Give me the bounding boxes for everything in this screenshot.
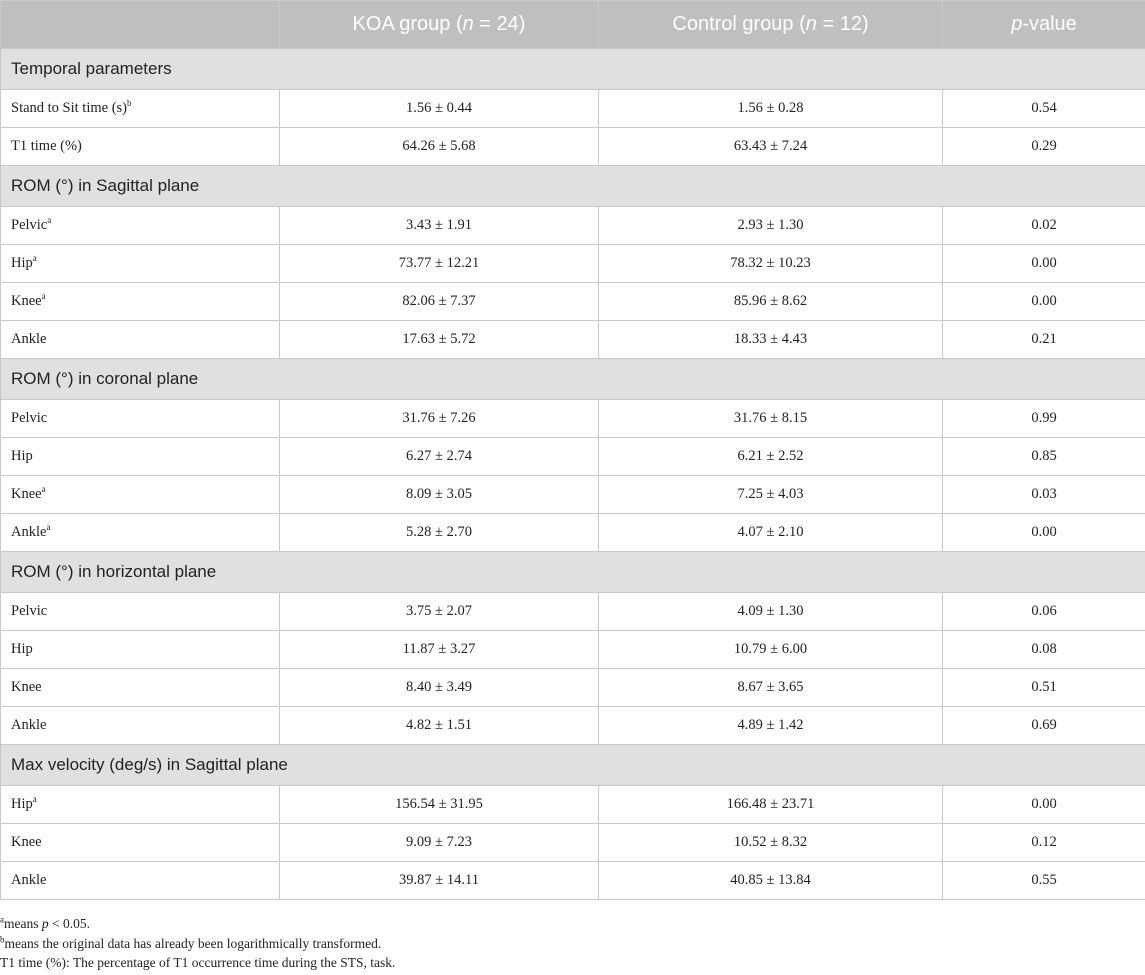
row-label — [1, 321, 280, 359]
section-row — [1, 166, 1145, 207]
row-label-text: Hip — [11, 796, 33, 812]
control-value: 1.56 ± 0.28 — [599, 90, 943, 128]
row-label — [1, 476, 280, 514]
control-value: 85.96 ± 8.62 — [599, 283, 943, 321]
koa-value: 11.87 ± 3.27 — [280, 631, 599, 669]
table-row — [1, 707, 1145, 745]
control-value: 166.48 ± 23.71 — [599, 786, 943, 824]
row-label — [1, 862, 280, 900]
row-label-text: Pelvic — [11, 603, 48, 619]
control-value: 40.85 ± 13.84 — [599, 862, 943, 900]
footnote-marker: a — [32, 253, 37, 264]
row-label-text: Ankle — [11, 331, 47, 347]
table-row — [1, 128, 1145, 166]
p-value: 0.08 — [943, 631, 1145, 669]
row-label — [1, 207, 280, 245]
table-row — [1, 207, 1145, 245]
row-label-text: Hip — [11, 255, 33, 271]
koa-value: 156.54 ± 31.95 — [280, 786, 599, 824]
row-label-text: Hip — [11, 448, 33, 464]
table-row — [1, 631, 1145, 669]
section-row — [1, 745, 1145, 786]
section-row — [1, 49, 1145, 90]
header-koa-group: KOA group (n = 24) — [280, 1, 599, 49]
p-value: 0.00 — [943, 245, 1145, 283]
p-value: 0.21 — [943, 321, 1145, 359]
table-row — [1, 400, 1145, 438]
section-title: ROM (°) in horizontal plane — [1, 552, 1145, 593]
table-row — [1, 786, 1145, 824]
footnote-marker: a — [41, 484, 46, 495]
table-row — [1, 862, 1145, 900]
control-value: 4.07 ± 2.10 — [599, 514, 943, 552]
table-row — [1, 245, 1145, 283]
p-value: 0.69 — [943, 707, 1145, 745]
control-value: 31.76 ± 8.15 — [599, 400, 943, 438]
row-label — [1, 514, 280, 552]
koa-value: 64.26 ± 5.68 — [280, 128, 599, 166]
control-value: 78.32 ± 10.23 — [599, 245, 943, 283]
table-row — [1, 514, 1145, 552]
footnote-t1: T1 time (%): The percentage of T1 occurrence time during the STS, task. — [0, 955, 396, 970]
p-value: 0.54 — [943, 90, 1145, 128]
table-row — [1, 438, 1145, 476]
footnote-marker: a — [47, 215, 52, 226]
footnote-marker: a — [41, 291, 46, 302]
row-label — [1, 824, 280, 862]
row-label — [1, 245, 280, 283]
row-label — [1, 90, 280, 128]
row-label-text: Stand to Sit time (s) — [11, 100, 127, 116]
koa-value: 31.76 ± 7.26 — [280, 400, 599, 438]
control-value: 4.09 ± 1.30 — [599, 593, 943, 631]
p-value: 0.99 — [943, 400, 1145, 438]
footnote-marker: b — [127, 98, 132, 109]
control-value: 10.79 ± 6.00 — [599, 631, 943, 669]
p-value: 0.00 — [943, 283, 1145, 321]
koa-value: 1.56 ± 0.44 — [280, 90, 599, 128]
p-value: 0.12 — [943, 824, 1145, 862]
p-value: 0.29 — [943, 128, 1145, 166]
row-label — [1, 283, 280, 321]
row-label — [1, 669, 280, 707]
koa-value: 17.63 ± 5.72 — [280, 321, 599, 359]
section-title: ROM (°) in coronal plane — [1, 359, 1145, 400]
p-value: 0.06 — [943, 593, 1145, 631]
koa-value: 5.28 ± 2.70 — [280, 514, 599, 552]
p-value: 0.51 — [943, 669, 1145, 707]
row-label-text: Knee — [11, 834, 42, 850]
row-label — [1, 631, 280, 669]
row-label-text: Ankle — [11, 872, 47, 888]
koa-value: 73.77 ± 12.21 — [280, 245, 599, 283]
control-value: 18.33 ± 4.43 — [599, 321, 943, 359]
section-title: ROM (°) in Sagittal plane — [1, 166, 1145, 207]
section-title: Temporal parameters — [1, 49, 1145, 90]
row-label — [1, 438, 280, 476]
table-row — [1, 669, 1145, 707]
control-value: 7.25 ± 4.03 — [599, 476, 943, 514]
koa-value: 3.75 ± 2.07 — [280, 593, 599, 631]
section-row — [1, 359, 1145, 400]
p-value: 0.00 — [943, 514, 1145, 552]
header-p-value: p-value — [943, 1, 1145, 49]
control-value: 10.52 ± 8.32 — [599, 824, 943, 862]
table-row — [1, 321, 1145, 359]
row-label-text: T1 time (%) — [11, 138, 82, 154]
control-value: 6.21 ± 2.52 — [599, 438, 943, 476]
control-value: 4.89 ± 1.42 — [599, 707, 943, 745]
footnote-marker: a — [32, 794, 37, 805]
koa-value: 6.27 ± 2.74 — [280, 438, 599, 476]
row-label-text: Knee — [11, 679, 42, 695]
table-row — [1, 283, 1145, 321]
koa-value: 3.43 ± 1.91 — [280, 207, 599, 245]
table-header-row — [1, 1, 1145, 49]
control-value: 2.93 ± 1.30 — [599, 207, 943, 245]
koa-value: 8.40 ± 3.49 — [280, 669, 599, 707]
row-label-text: Ankle — [11, 524, 47, 540]
section-title: Max velocity (deg/s) in Sagittal plane — [1, 745, 1145, 786]
control-value: 63.43 ± 7.24 — [599, 128, 943, 166]
koa-value: 82.06 ± 7.37 — [280, 283, 599, 321]
header-control-group: Control group (n = 12) — [599, 1, 943, 49]
row-label-text: Pelvic — [11, 410, 48, 426]
p-value: 0.55 — [943, 862, 1145, 900]
table-footnotes — [0, 914, 1145, 973]
section-row — [1, 552, 1145, 593]
row-label-text: Pelvic — [11, 217, 48, 233]
p-value: 0.85 — [943, 438, 1145, 476]
p-value: 0.02 — [943, 207, 1145, 245]
footnote-marker: a — [46, 522, 51, 533]
control-value: 8.67 ± 3.65 — [599, 669, 943, 707]
table-row — [1, 476, 1145, 514]
footnote-b: $^b$means the original data has already been logarithmically transformed. — [0, 934, 382, 951]
row-label — [1, 400, 280, 438]
koa-value: 4.82 ± 1.51 — [280, 707, 599, 745]
table-row — [1, 824, 1145, 862]
row-label-text: Knee — [11, 293, 42, 309]
row-label-text: Knee — [11, 486, 42, 502]
koa-value: 8.09 ± 3.05 — [280, 476, 599, 514]
row-label — [1, 128, 280, 166]
row-label — [1, 707, 280, 745]
header-blank — [1, 1, 280, 49]
row-label-text: Hip — [11, 641, 33, 657]
p-value: 0.00 — [943, 786, 1145, 824]
row-label — [1, 593, 280, 631]
table-row — [1, 593, 1145, 631]
table-row — [1, 90, 1145, 128]
p-value: 0.03 — [943, 476, 1145, 514]
row-label — [1, 786, 280, 824]
koa-value: 9.09 ± 7.23 — [280, 824, 599, 862]
row-label-text: Ankle — [11, 717, 47, 733]
koa-value: 39.87 ± 14.11 — [280, 862, 599, 900]
footnote-a: $^a$means p < 0.05. — [0, 914, 90, 931]
